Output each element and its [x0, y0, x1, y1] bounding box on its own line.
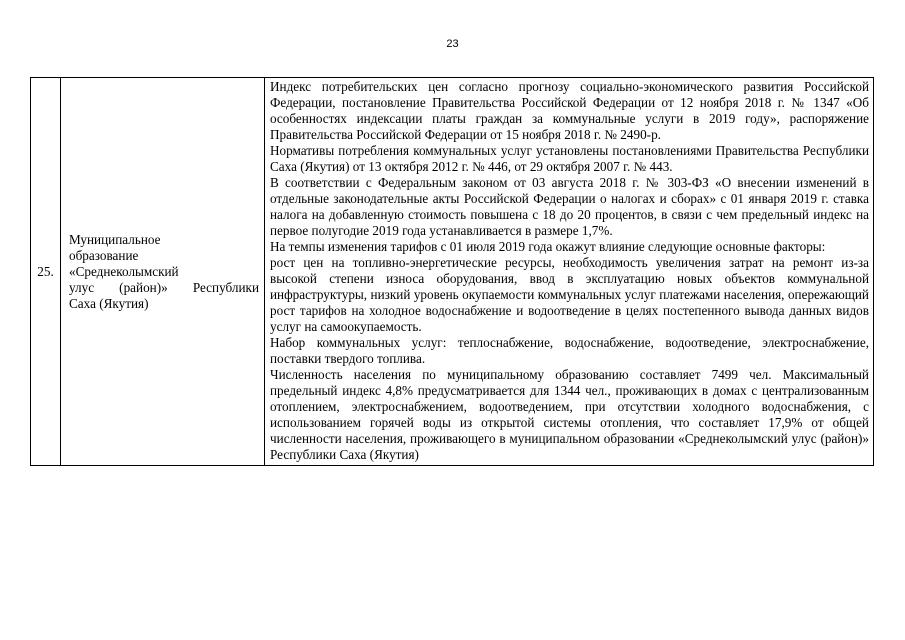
paragraph-cpi-basis: Индекс потребительских цен согласно прогнозу социально-экономического развития Российской Федерации, постановление Правительства Российской Федерации от 12 ноября 2018 г. № 1347 «Об особенностях индексации платы граждан за коммунальные услуги в 2019 году», распоряжение Правительства Российской Федерации от 15 ноября 2018 г. № 2490-р.: [270, 79, 869, 142]
paragraph-utility-services: Набор коммунальных услуг: теплоснабжение, водоснабжение, водоотведение, электроснабжение, поставки твердого топлива.: [270, 335, 869, 366]
description-cell: [265, 78, 874, 466]
municipality-name: [61, 78, 265, 466]
paragraph-vat-change: В соответствии с Федеральным законом от 03 августа 2018 г. № 303-ФЗ «О внесении изменений в отдельные законодательные акты Российской Федерации о налогах и сборах» с 01 января 2019 г. ставка налога на добавленную стоимость повышена с 18 до 20 процентов, в связи с чем предельный индекс на первое полугодие 2019 года устанавливается в размере 1,7%.: [270, 175, 869, 238]
municipality-line: «Среднеколымский: [69, 263, 179, 279]
municipality-line: Саха (Якутия): [69, 295, 149, 311]
paragraph-factors-list: рост цен на топливно-энергетические ресурсы, необходимость увеличения затрат на ремонт из-за высокой степени износа оборудования, ввод в эксплуатацию новых объектов коммунальной инфраструктуры, низкий уровень окупаемости коммунальных услуг платежами населения, опережающий рост тарифов на холодное водоснабжение и водоотведение в целях постепенного вывода данных видов услуг на самоокупаемость.: [270, 255, 869, 334]
municipality-line: Муниципальное: [69, 231, 161, 247]
tariff-table: [30, 77, 874, 466]
page-number: 23: [446, 38, 459, 50]
paragraph-factors-intro: На темпы изменения тарифов с 01 июля 2019 года окажут влияние следующие основные факторы:: [270, 239, 826, 254]
paragraph-consumption-norms: Нормативы потребления коммунальных услуг установлены постановлениями Правительства Республики Саха (Якутия) от 13 октября 2012 г. № 446, от 29 октября 2007 г. № 443.: [270, 143, 869, 174]
paragraph-population: Численность населения по муниципальному образованию составляет 7499 чел. Максимальный предельный индекс 4,8% предусматривается для 1344 чел., проживающих в домах с централизованным отоплением, электроснабжением, водоотведением, при отсутствии холодного водоснабжения, с использованием горячей воды из открытой системы отопления, что составляет 17,9% от общей численности населения, проживающего в муниципальном образовании «Среднеколымский улус (район)» Республики Саха (Якутия): [270, 367, 869, 462]
row-number: 25.: [31, 78, 61, 466]
municipality-line: образование: [69, 247, 139, 263]
municipality-line: улус (район)» Республики: [69, 279, 259, 295]
table-row: [31, 78, 874, 466]
